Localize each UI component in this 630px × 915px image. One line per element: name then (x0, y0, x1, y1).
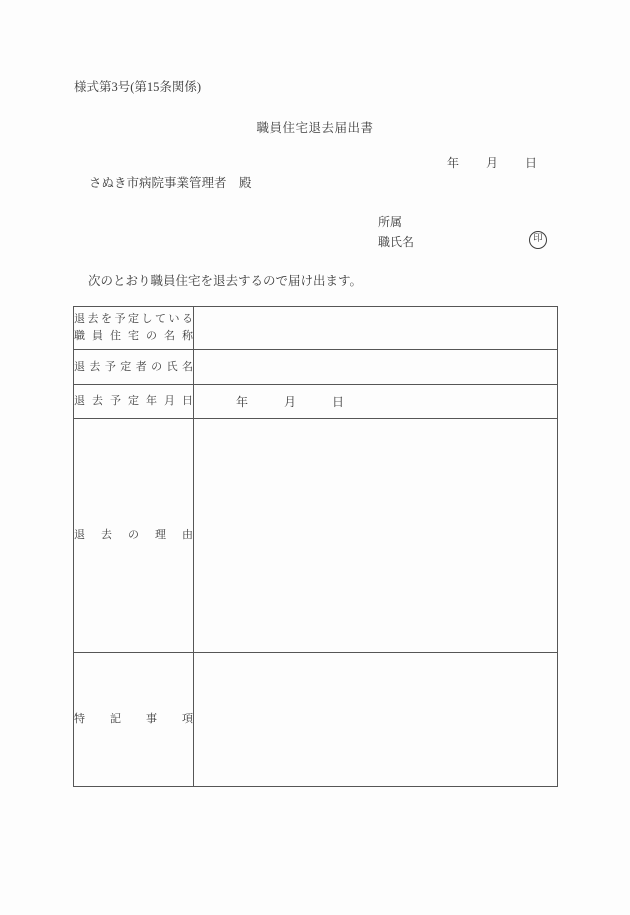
date-year-label: 年 (447, 156, 460, 170)
table-row-moveout-date (74, 385, 558, 419)
moveout-date-month-label: 月 (284, 395, 297, 409)
moveout-date-value-cell (194, 385, 558, 419)
moveout-reason-value-cell (194, 419, 558, 653)
moveout-form-table (73, 306, 558, 787)
addressee: さぬき市病院事業管理者 殿 (89, 176, 252, 190)
special-notes-value-cell (194, 653, 558, 787)
table-row-housing-name (74, 307, 558, 350)
moveout-reason-label: 退去の理由 (74, 529, 193, 541)
date-line (447, 156, 537, 170)
moveout-date-day-label: 日 (332, 395, 345, 409)
housing-name-label-line2: 職員住宅の名称 (74, 330, 193, 342)
table-row-special-notes (74, 653, 558, 787)
affiliation-label: 所属 (378, 215, 403, 229)
resident-name-label: 退去予定者の氏名 (74, 360, 193, 373)
table-row-resident-name (74, 350, 558, 385)
housing-name-label-cell (74, 307, 194, 350)
moveout-date-label: 退去予定年月日 (74, 395, 193, 407)
special-notes-label: 特記事項 (74, 713, 193, 725)
resident-name-value-cell (194, 350, 558, 385)
housing-name-value-cell (194, 307, 558, 350)
page-title: 職員住宅退去届出書 (256, 121, 374, 135)
special-notes-label-cell (74, 653, 194, 787)
table-row-moveout-reason (74, 419, 558, 653)
moveout-reason-label-cell (74, 419, 194, 653)
name-label: 職氏名 (378, 235, 415, 249)
seal-mark-character: 印 (533, 234, 543, 245)
date-month-label: 月 (486, 156, 499, 170)
moveout-date-placeholders (194, 393, 557, 410)
moveout-date-label-cell (74, 385, 194, 419)
resident-name-label-cell (74, 350, 194, 385)
moveout-date-year-label: 年 (236, 395, 249, 409)
date-day-label: 日 (525, 156, 538, 170)
seal-mark-icon (529, 231, 547, 249)
intro-text: 次のとおり職員住宅を退去するので届け出ます。 (88, 274, 363, 288)
form-number: 様式第3号(第15条関係) (74, 80, 202, 94)
housing-name-label-line1: 退去を予定している (74, 313, 193, 325)
